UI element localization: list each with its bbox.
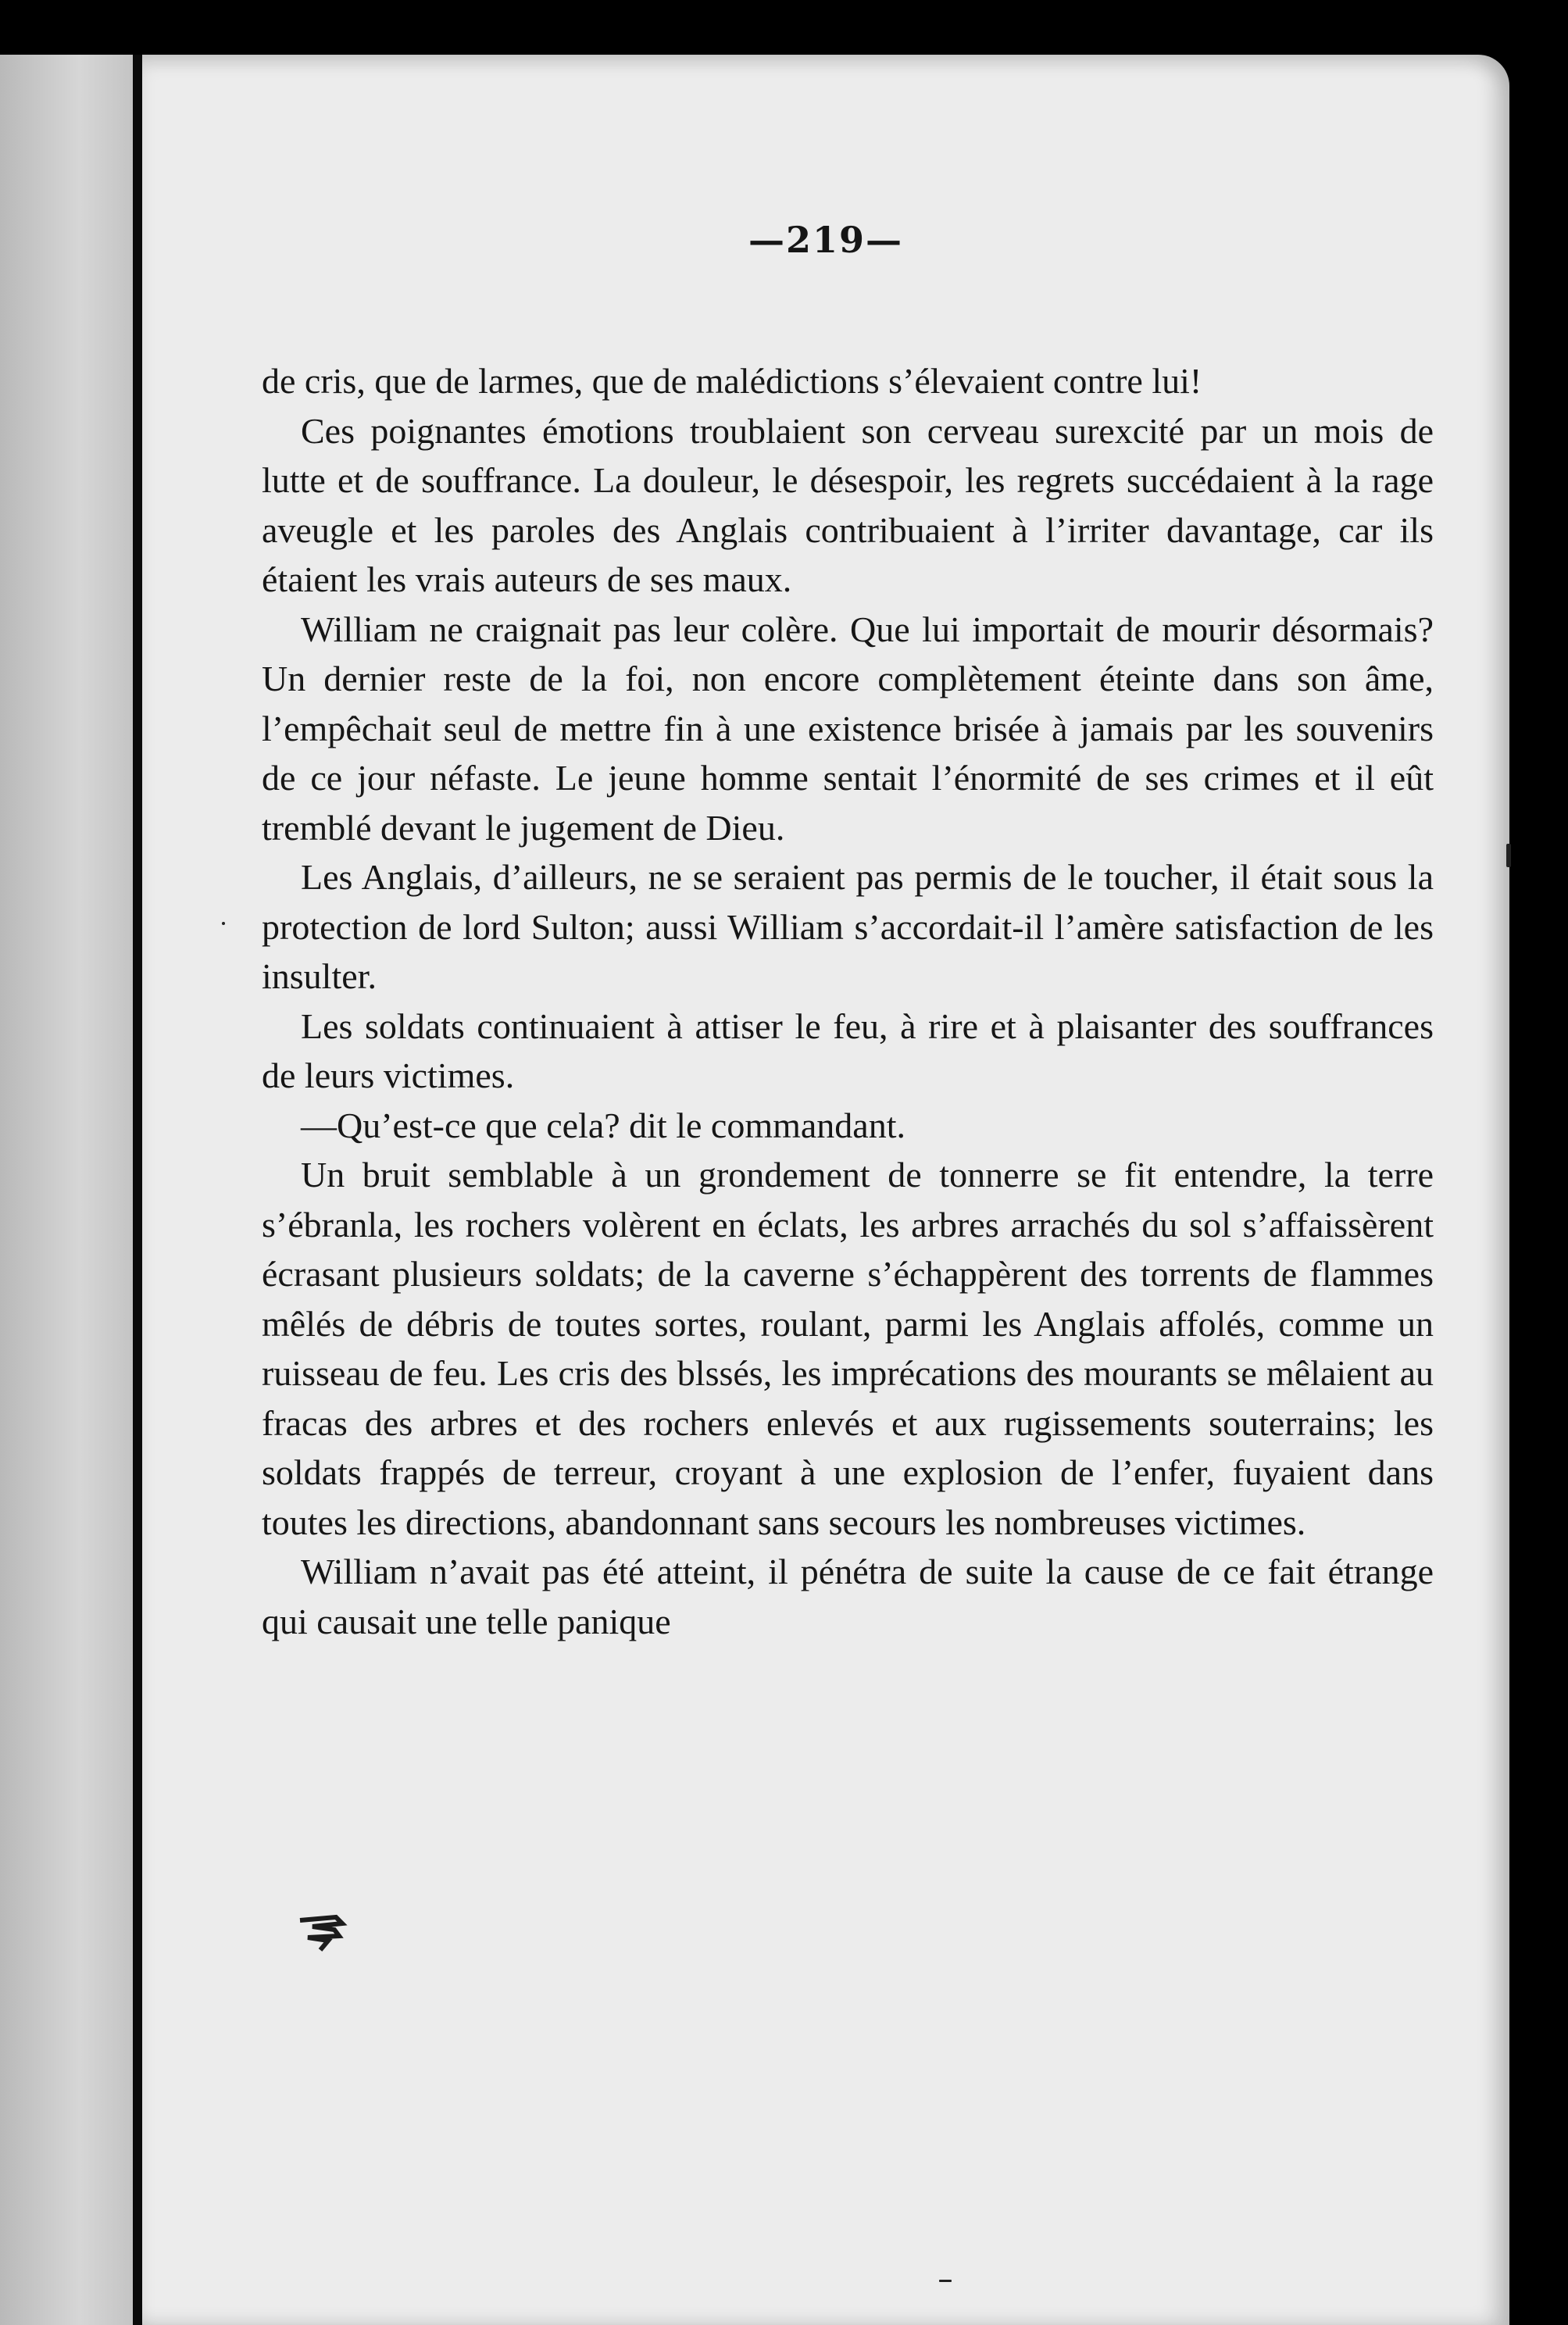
paragraph-3: William ne craignait pas leur colère. Que lui importait de mourir désormais? Un dernier reste de la foi, non encore complètement éteinte dans son âme, l’empêchait seul de mettre fin à une existence brisée à jamais par les souvenirs de ce jour néfaste. Le jeune homme sentait l’énormité de ses crimes et il eût tremblé devant le jugement de Dieu. [262,609,1434,848]
paragraph-2: Ces poignantes émotions troublaient son cerveau surexcité par un mois de lutte et de souffrance. La douleur, le désespoir, les regrets succédaient à la rage aveugle et les paroles des Anglais contribuaient à l’irriter davantage, car ils étaient les vrais auteurs de ses maux. [262,410,1434,599]
paragraph-8: William n’avait pas été atteint, il pénétra de suite la cause de ce fait étrange qui causait une telle panique [262,1552,1434,1641]
paragraph-1: de cris, que de larmes, que de malédictions s’élevaient contre lui! [262,361,1202,401]
paragraph-6: —Qu’est-ce que cela? dit le commandant. [301,1105,906,1145]
paragraph-4: Les Anglais, d’ailleurs, ne se seraient pas permis de le toucher, il était sous la protection de lord Sulton; aussi William s’accordait-il l’amère satisfaction de les insulter. [262,857,1434,996]
dust-speck [1506,844,1511,867]
page-number-text: —219— [748,219,904,261]
page-text [262,356,1434,1646]
page-number [142,219,1509,261]
paragraph-7: Un bruit semblable à un grondement de tonnerre se fit entendre, la terre s’ébranla, les rochers volèrent en éclats, les arbres arrachés du sol s’affaissèrent écrasant plusieurs soldats; de la caverne s’échappèrent des torrents de flammes mêlés de débris de toutes sortes, roulant, parmi les Anglais affolés, comme un ruisseau de feu. Les cris des blssés, les imprécations des mourants se mêlaient au fracas des arbres et des rochers enlevés et aux rugissements souterrains; les soldats frappés de terreur, croyant à une explosion de l’enfer, fuyaient dans toutes les directions, abandonnant sans secours les nombreuses victimes. [262,1155,1434,1542]
ink-smudge-mark [297,1914,348,1953]
dust-speck [939,2280,952,2282]
book-page [142,55,1509,2325]
previous-page-edge [0,55,133,2325]
paragraph-5: Les soldats continuaient à attiser le feu, à rire et à plaisanter des souffrances de leurs victimes. [262,1005,1434,1095]
book-gutter [133,55,142,2325]
dust-speck [222,922,225,925]
